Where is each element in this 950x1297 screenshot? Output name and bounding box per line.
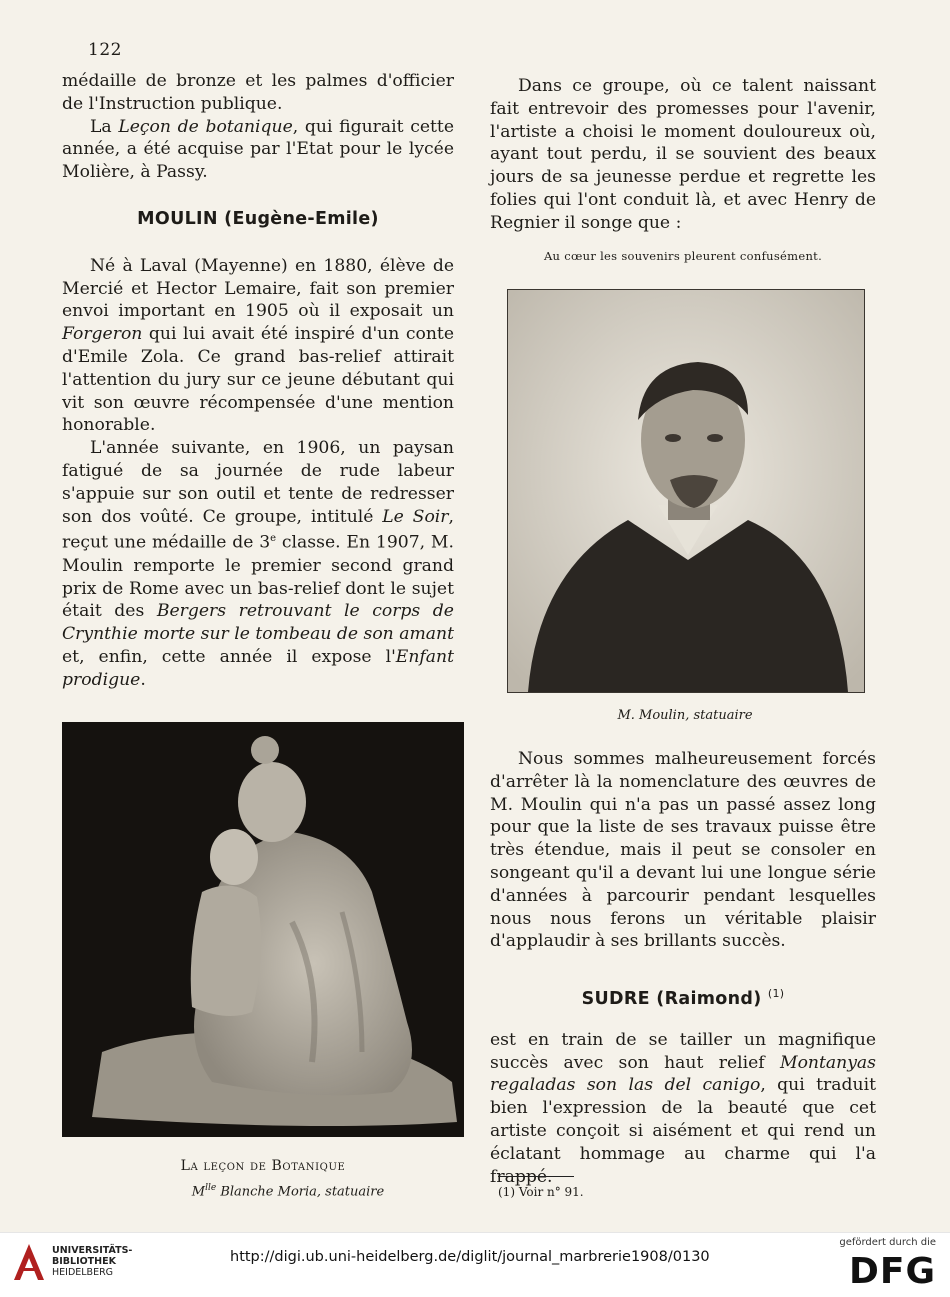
- paragraph: Nous sommes malheureusement forcés d'arrêter là la nomenclature des œuvres de M. Moulin qui n'a pas un passé assez long pour que la liste de ses travaux puisse être très étendue, mais il peut se consoler en songeant qu'il a devant lui une longue série d'années à parcourir pendant lesquelles nous nous ferons un véritable plaisir d'applaudir à ses brillants succès.: [490, 749, 876, 952]
- paragraph: L'année suivante, en 1906, un paysan fatigué de sa journée de rude labeur s'appuie sur son outil et tente de redresser son dos voûté. Ce groupe, intitulé Le Soir, reçut une médaille de 3e classe. En 1907, M. Moulin remporte le premier second grand prix de Rome avec un bas-relief dont le sujet était des Bergers retrouvant le corps de Crynthie morte sur le tombeau de son amant et, enfin, cette année il expose l'Enfant prodigue.: [62, 438, 454, 690]
- paragraph: est en train de se tailler un magnifique succès avec son haut relief Montanyas regaladas son las del canigo, qui traduit bien l'expression de la beauté que cet artiste conçoit si aisément et qui rend un éclatant hommage au charme qui l'a frappé.: [490, 1029, 876, 1187]
- footnote-divider: [498, 1176, 574, 1177]
- section-heading-sudre: SUDRE (Raimond) $^{(1)}$: [581, 987, 785, 1009]
- paragraph: médaille de bronze et les palmes d'officier de l'Instruction publique.: [62, 71, 454, 114]
- quote: Au cœur les souvenirs pleurent confusément.: [543, 248, 823, 263]
- funded-by-label: gefördert durch die: [839, 1237, 936, 1248]
- library-name: UNIVERSITÄTS- BIBLIOTHEK HEIDELBERG: [52, 1245, 133, 1278]
- footer-bar: [0, 1232, 950, 1297]
- portrait-photo: [507, 289, 865, 693]
- sculpture-caption-title: La leçon de Botanique: [180, 1158, 346, 1174]
- page-number: 122: [88, 40, 122, 60]
- portrait-caption: M. Moulin, statuaire: [617, 708, 753, 723]
- paragraph: La Leçon de botanique, qui figurait cette année, a été acquise par l'Etat pour le lycée Molière, à Passy.: [62, 116, 454, 183]
- sculpture-caption-artist: $M^{lle}$ Blanche Moria, statuaire: [191, 1183, 385, 1200]
- dfg-logo[interactable]: DFG: [848, 1251, 936, 1292]
- library-logo-icon[interactable]: [12, 1240, 46, 1290]
- permalink-url[interactable]: http://digi.ub.uni-heidelberg.de/diglit/journal_marbrerie1908/0130: [230, 1249, 710, 1265]
- paragraph: Né à Laval (Mayenne) en 1880, élève de Mercié et Hector Lemaire, fait son premier envoi important en 1905 où il exposait un Forgeron qui lui avait été inspiré d'un conte d'Emile Zola. Ce grand bas-relief attirait l'attention du jury sur ce jeune débutant qui vit son œuvre récompensée d'une mention honorable.: [62, 255, 454, 436]
- right-column: [490, 75, 876, 267]
- right-column-lower: [490, 748, 876, 1188]
- section-heading-moulin: MOULIN (Eugène-Emile): [137, 208, 379, 229]
- footnote: (1) Voir n° 91.: [498, 1185, 584, 1199]
- paragraph: Dans ce groupe, où ce talent naissant fait entrevoir des promesses pour l'avenir, l'artiste a choisi le moment douloureux où, ayant tout perdu, il se souvient des beaux jours de sa jeunesse perdue et regrette les folies qui l'ont conduit là, et avec Henry de Regnier il songe que :: [490, 76, 876, 233]
- sculpture-photo: [62, 722, 464, 1137]
- left-column: [62, 70, 454, 692]
